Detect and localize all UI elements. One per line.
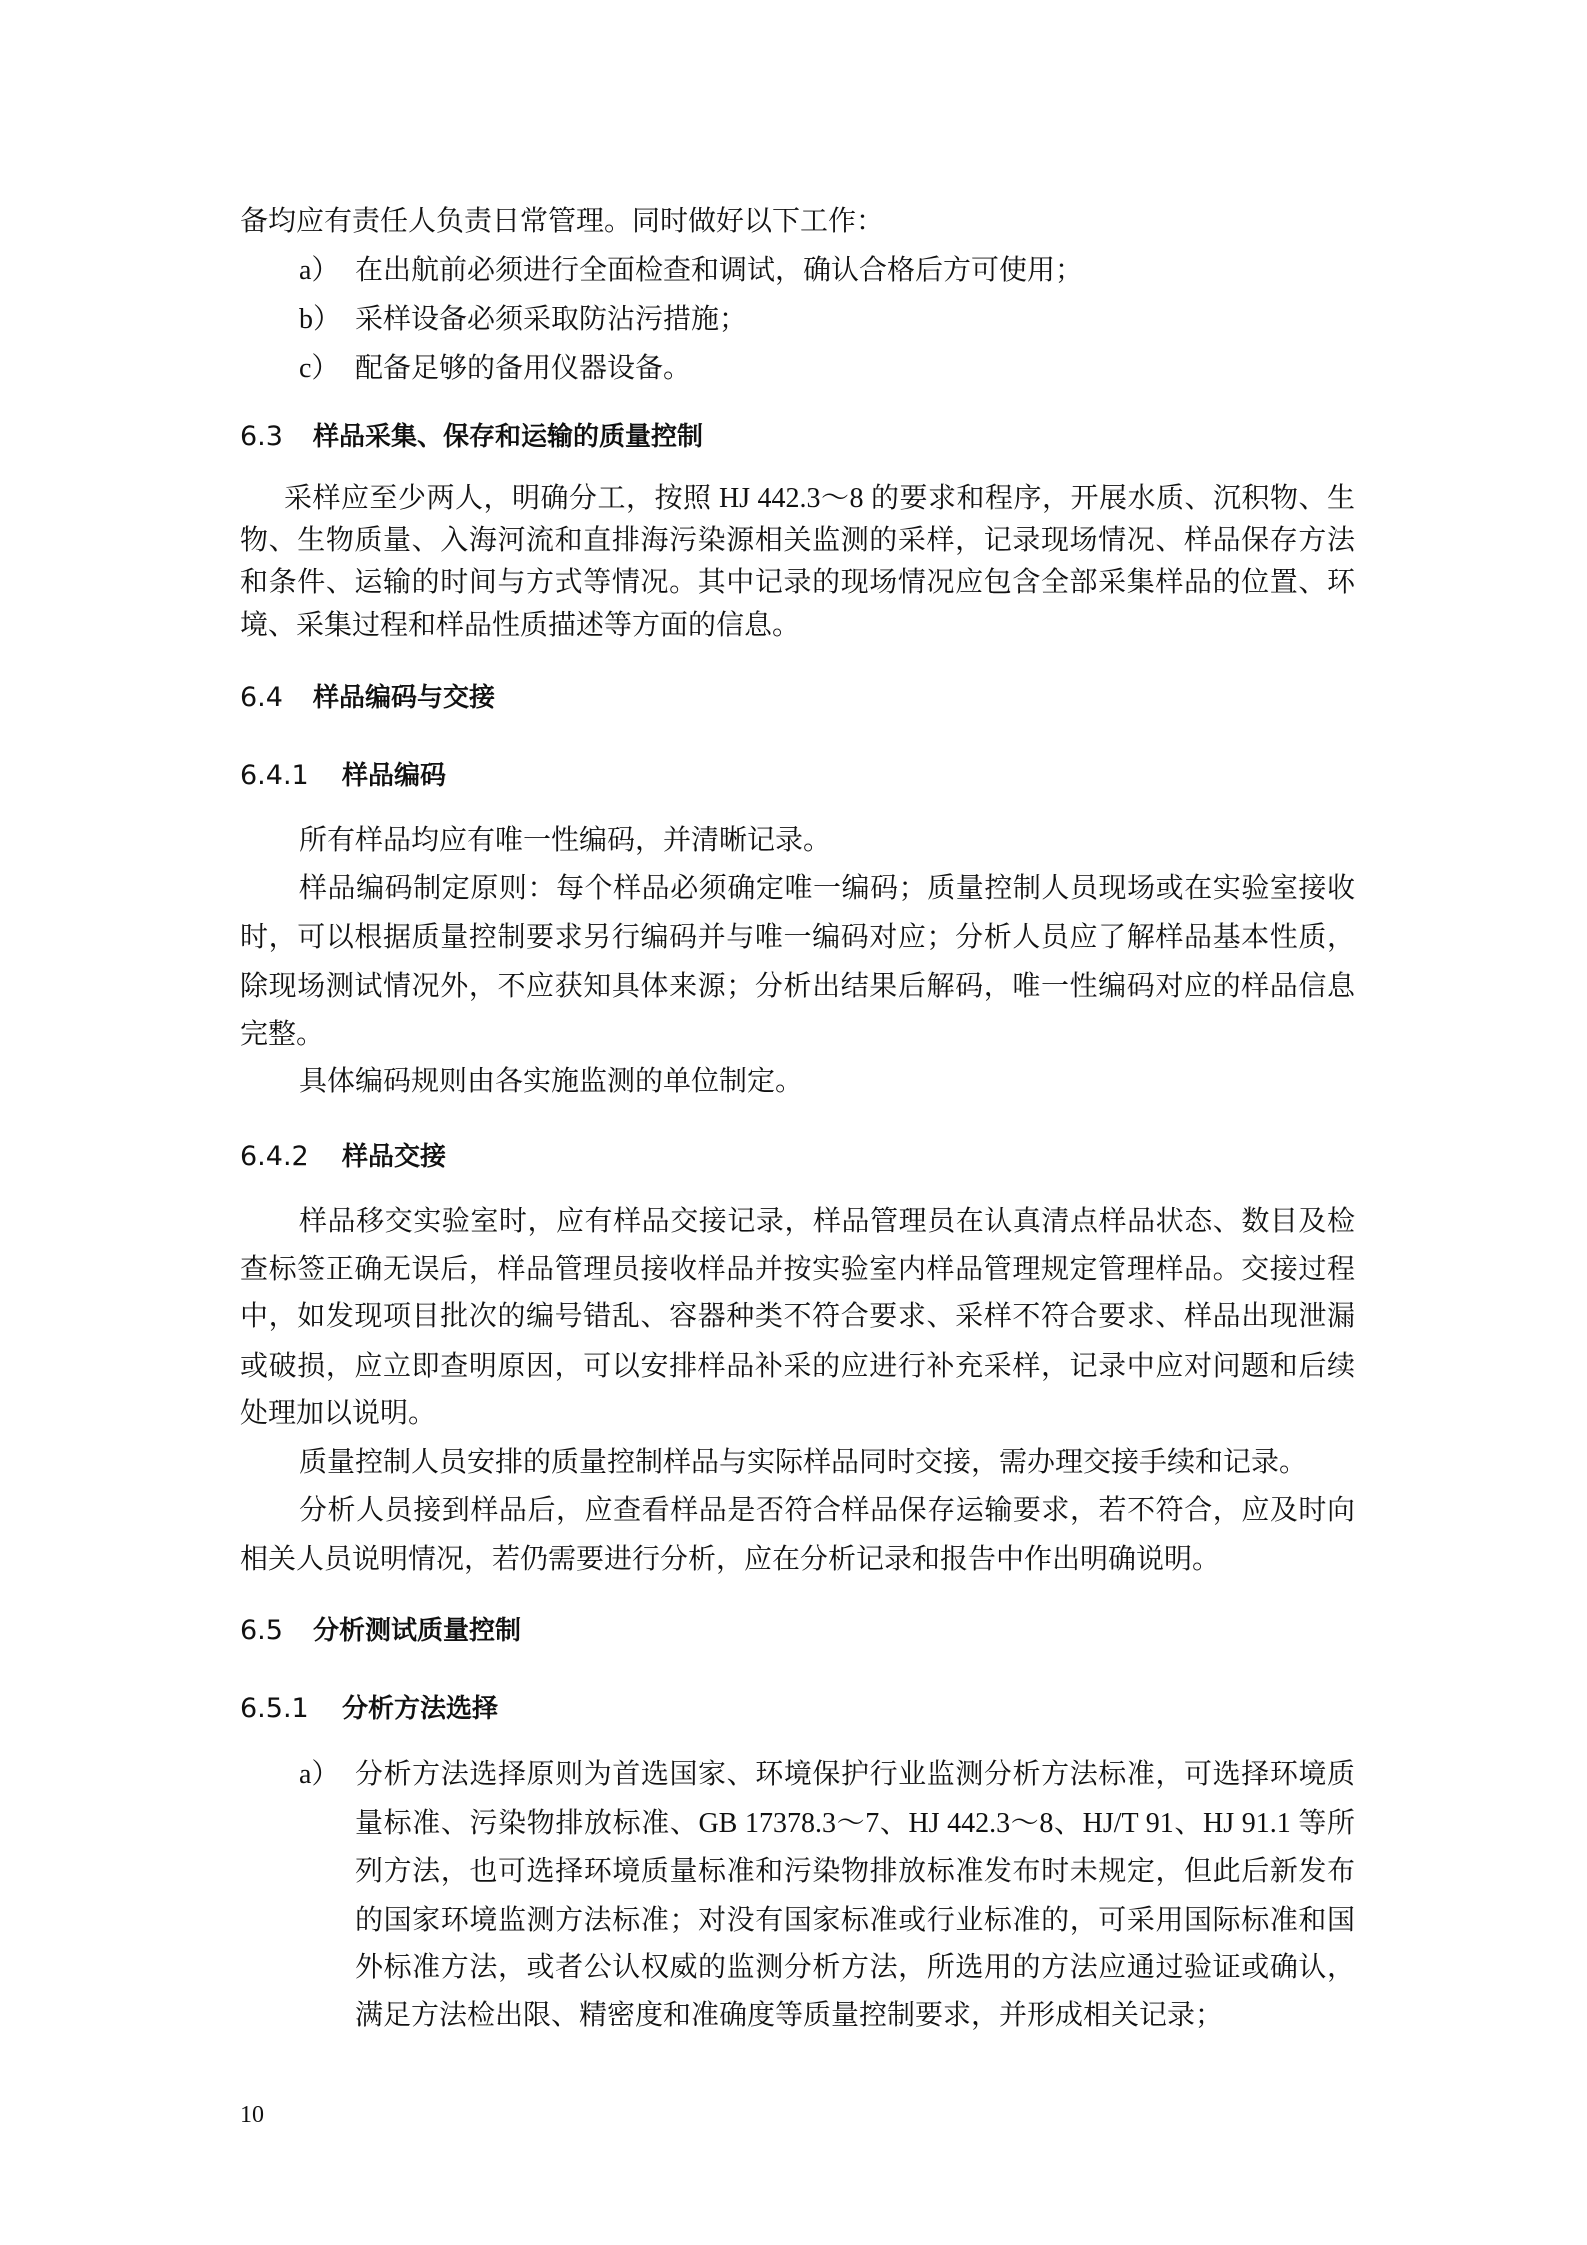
paragraph-line: 分析人员接到样品后，应查看样品是否符合样品保存运输要求，若不符合，应及时向 — [299, 1495, 1355, 1526]
paragraph-line: 样品编码制定原则：每个样品必须确定唯一编码；质量控制人员现场或在实验室接收 — [299, 873, 1355, 904]
list-item-line: 分析方法选择原则为首选国家、环境保护行业监测分析方法标准，可选择环境质 — [355, 1759, 1355, 1790]
section-title: 样品编码与交接 — [313, 683, 496, 713]
list-item-line: 满足方法检出限、精密度和准确度等质量控制要求，并形成相关记录； — [355, 2000, 1224, 2031]
paragraph-line: 相关人员说明情况，若仍需要进行分析，应在分析记录和报告中作出明确说明。 — [240, 1544, 1221, 1575]
paragraph-line: 物、生物质量、入海河流和直排海污染源相关监测的采样，记录现场情况、样品保存方法 — [240, 525, 1355, 556]
paragraph-line: 境、采集过程和样品性质描述等方面的信息。 — [240, 610, 801, 641]
paragraph-line: 具体编码规则由各实施监测的单位制定。 — [299, 1066, 804, 1097]
list-item-text: 配备足够的备用仪器设备。 — [355, 353, 692, 384]
paragraph-line: 时，可以根据质量控制要求另行编码并与唯一编码对应；分析人员应了解样品基本性质， — [240, 922, 1355, 953]
section-title: 样品采集、保存和运输的质量控制 — [313, 422, 704, 452]
list-marker: a） — [299, 255, 340, 286]
section-title: 样品编码 — [342, 761, 447, 791]
paragraph-line: 或破损，应立即查明原因，可以安排样品补采的应进行补充采样，记录中应对问题和后续 — [240, 1351, 1355, 1382]
list-marker: a） — [299, 1759, 340, 1790]
paragraph-line: 备均应有责任人负责日常管理。同时做好以下工作： — [240, 206, 885, 237]
list-item-line: 量标准、污染物排放标准、GB 17378.3～7、HJ 442.3～8、HJ/T 91、HJ 91.1 等所 — [355, 1808, 1355, 1839]
paragraph-line: 中，如发现项目批次的编号错乱、容器种类不符合要求、采样不符合要求、样品出现泄漏 — [240, 1301, 1355, 1332]
section-title: 样品交接 — [342, 1142, 447, 1172]
paragraph-line: 和条件、运输的时间与方式等情况。其中记录的现场情况应包含全部采集样品的位置、环 — [240, 567, 1355, 598]
paragraph-line: 采样应至少两人，明确分工，按照 HJ 442.3～8 的要求和程序，开展水质、沉积物、生 — [284, 483, 1355, 514]
list-item-line: 外标准方法，或者公认权威的监测分析方法，所选用的方法应通过验证或确认， — [355, 1952, 1355, 1983]
section-number: 6.4.1 — [240, 760, 309, 791]
paragraph-line: 所有样品均应有唯一性编码，并清晰记录。 — [299, 825, 832, 856]
paragraph-line: 查标签正确无误后，样品管理员接收样品并按实验室内样品管理规定管理样品。交接过程 — [240, 1254, 1355, 1285]
list-item-line: 列方法，也可选择环境质量标准和污染物排放标准发布时未规定，但此后新发布 — [355, 1856, 1355, 1887]
section-number: 6.5.1 — [240, 1693, 309, 1724]
list-marker: c） — [299, 353, 340, 384]
paragraph-line: 除现场测试情况外，不应获知具体来源；分析出结果后解码，唯一性编码对应的样品信息 — [240, 971, 1355, 1002]
list-item-text: 在出航前必须进行全面检查和调试，确认合格后方可使用； — [355, 255, 1084, 286]
section-number: 6.4.2 — [240, 1141, 309, 1172]
paragraph-line: 处理加以说明。 — [240, 1398, 437, 1429]
section-number: 6.4 — [240, 682, 283, 713]
list-item-text: 采样设备必须采取防沾污措施； — [355, 304, 748, 335]
section-number: 6.5 — [240, 1615, 283, 1646]
paragraph-line: 完整。 — [240, 1019, 325, 1050]
page-number: 10 — [240, 2102, 264, 2128]
section-title: 分析测试质量控制 — [313, 1616, 522, 1646]
paragraph-line: 质量控制人员安排的质量控制样品与实际样品同时交接，需办理交接手续和记录。 — [299, 1447, 1308, 1478]
list-item-line: 的国家环境监测方法标准；对没有国家标准或行业标准的，可采用国际标准和国 — [355, 1905, 1355, 1936]
section-title: 分析方法选择 — [342, 1694, 499, 1724]
paragraph-line: 样品移交实验室时，应有样品交接记录，样品管理员在认真清点样品状态、数目及检 — [299, 1206, 1355, 1237]
list-marker: b） — [299, 304, 342, 335]
section-number: 6.3 — [240, 421, 283, 452]
